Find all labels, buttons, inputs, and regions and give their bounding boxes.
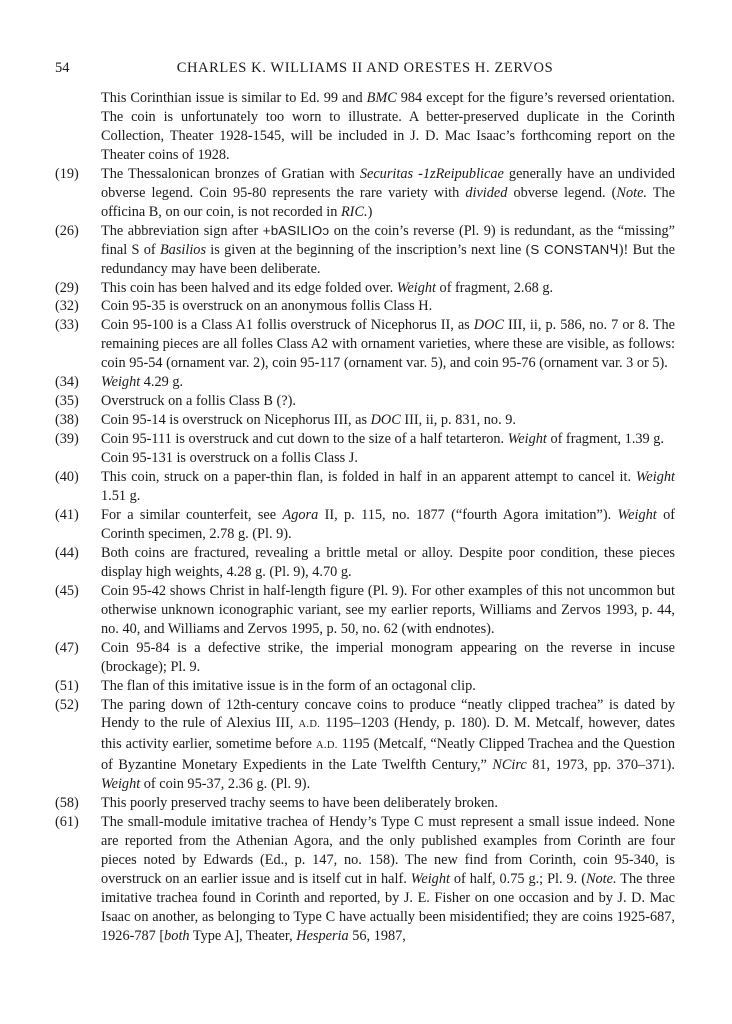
endnote-paragraph: [101, 677, 675, 696]
text-run: The Thessalonican bronzes of Gratian with: [101, 165, 360, 182]
text-run: 1.51 g.: [101, 488, 141, 505]
continuation-paragraph: [55, 89, 675, 165]
text-run: II, p. 115, no. 1877 (“fourth Agora imitation”).: [318, 506, 618, 523]
endnote-number: (44): [55, 544, 79, 561]
text-run: Coin 95-131 is overstruck on a follis Class J.: [101, 450, 358, 467]
endnote: [55, 373, 675, 392]
italic-text: DOC: [473, 317, 504, 334]
endnote: [55, 468, 675, 506]
endnote-text: [101, 696, 675, 795]
endnote: [55, 316, 675, 373]
text-run: of half, 0.75 g.; Pl. 9. (: [449, 871, 586, 888]
text-run: The small-module imitative trachea of Hendy’s Type C must represent a small issue indeed. None are reported from the Athenian Agora, and the only published examples from Corinth are four pieces noted by Edwards (Ed., p. 147, no. 158). The new find from Corinth, coin 95-340, is overstruck on an earlier issue and is itself cut in half.: [101, 814, 675, 888]
endnote-paragraph: [101, 316, 675, 373]
endnote-text: [101, 430, 675, 449]
endnote-number: (40): [55, 469, 79, 486]
endnote-number: (61): [55, 814, 79, 831]
text-run: III, ii, p. 831, no. 9.: [400, 412, 516, 429]
page-number: 54: [55, 60, 70, 76]
text-run: 81, 1973, pp. 370–371).: [526, 757, 675, 774]
text-run: Coin 95-14 is overstruck on Nicephorus III, as: [101, 412, 371, 429]
italic-text: Note.: [585, 871, 617, 888]
text-run: Coin 95-42 shows Christ in half-length figure (Pl. 9). For other examples of this not uncommon but otherwise unknown iconographic variant, see my earlier reports, Williams and Zervos 1993, p. 44, no. 40, and Williams and Zervos 1995, p. 50, no. 62 (with endnotes).: [101, 582, 675, 637]
inscription-text: S CONSTANꞍ: [530, 241, 619, 257]
text-run: 1195–1203 (Hendy, p. 180). D. M. Metcalf, however, dates this activity earlier, sometime before: [101, 715, 676, 753]
endnote-text: [101, 794, 675, 813]
endnote-number: (38): [55, 412, 79, 429]
endnotes-body: [55, 89, 675, 946]
endnote-paragraph: [101, 449, 675, 468]
endnote-paragraph: [101, 794, 675, 813]
italic-text: NCirc: [492, 757, 527, 774]
italic-text: Weight: [617, 506, 657, 523]
page-header: [55, 60, 675, 80]
endnote-paragraph: [101, 696, 675, 795]
endnote-number: (52): [55, 696, 79, 713]
endnote-number: (47): [55, 639, 79, 656]
endnote-number: (51): [55, 677, 79, 694]
endnote-number: (33): [55, 317, 79, 334]
text-run: on the coin’s reverse (Pl. 9) is redundant, as the “missing” final S of: [101, 222, 675, 258]
endnote: [55, 639, 675, 677]
text-run: Type A], Theater,: [189, 927, 297, 944]
endnote-text: [101, 316, 675, 373]
endnote-paragraph: [101, 430, 675, 449]
endnote: [55, 582, 675, 639]
endnote-text: [101, 165, 675, 222]
text-run: The flan of this imitative issue is in the form of an octagonal clip.: [101, 677, 476, 694]
text-run: Coin 95-84 is a defective strike, the imperial monogram appearing on the reverse in incuse (brockage); Pl. 9.: [101, 639, 675, 675]
text-run: The abbreviation sign after: [101, 222, 263, 239]
text-run: )! But the redundancy may have been deliberate.: [101, 241, 675, 277]
text-run: This coin has been halved and its edge folded over.: [101, 279, 397, 296]
italic-text: DOC: [370, 412, 401, 429]
endnote: [55, 279, 675, 298]
text-run: Coin 95-100 is a Class A1 follis overstruck of Nicephorus II, as: [101, 317, 474, 334]
endnote-text: [101, 544, 675, 582]
italic-text: Weight: [101, 374, 141, 391]
italic-text: Weight: [101, 776, 141, 793]
endnote-paragraph: [101, 373, 675, 392]
endnote-paragraph: [101, 813, 675, 946]
running-title: CHARLES K. WILLIAMS II AND ORESTES H. ZERVOS: [176, 60, 554, 76]
text-run: is given at the beginning of the inscription’s next line (: [206, 241, 531, 258]
italic-text: Hesperia: [296, 927, 349, 944]
text-run: 4.29 g.: [140, 374, 184, 391]
endnote-number: (35): [55, 393, 79, 410]
endnote-text: [101, 639, 675, 677]
italic-text: Weight: [635, 469, 675, 486]
endnote: [55, 392, 675, 411]
endnote: [55, 794, 675, 813]
endnote-text: [101, 411, 675, 430]
text-run: 1195 (Metcalf, “Neatly Clipped Trachea and the Question of Byzantine Monetary Expedients in the Late Twelfth Century,”: [101, 736, 676, 774]
text-run: The officina B, on our coin, is not recorded in: [101, 184, 675, 220]
endnote-text: [101, 279, 675, 298]
text-run: For a similar counterfeit, see: [101, 506, 283, 523]
endnote-paragraph: [101, 639, 675, 677]
italic-text: Basilios: [159, 241, 207, 258]
endnote-number: (29): [55, 279, 79, 296]
endnote-paragraph: [101, 582, 675, 639]
endnote-text: [101, 677, 675, 696]
inscription-text: +bASILIO: [262, 222, 323, 238]
endnote-number: (19): [55, 165, 79, 182]
text-run: ): [367, 203, 373, 220]
text-run: generally have an undivided obverse legend. Coin 95-80 represents the rare variety with: [101, 165, 675, 201]
text-run: This coin, struck on a paper-thin flan, is folded in half in an apparent attempt to cancel it.: [101, 469, 636, 486]
endnote-number: (26): [55, 222, 79, 239]
endnote-paragraph: [101, 297, 675, 316]
text-run: of Corinth specimen, 2.78 g. (Pl. 9).: [101, 506, 675, 542]
text-run: The paring down of 12th-century concave coins to produce “neatly clipped trachea” is dated by Hendy to the rule of Alexius III,: [101, 696, 675, 732]
endnote-text: [101, 506, 675, 544]
endnote: [55, 449, 675, 468]
text-run: Coin 95-35 is overstruck on an anonymous follis Class H.: [101, 298, 433, 315]
text-run: obverse legend. (: [507, 184, 617, 201]
italic-text: BMC: [366, 90, 397, 106]
italic-text: divided: [465, 184, 508, 201]
endnote: [55, 813, 675, 946]
italic-text: both: [164, 927, 190, 944]
endnote-text: [101, 373, 675, 392]
text-run: of fragment, 1.39 g.: [546, 431, 665, 448]
text-run: Overstruck on a follis Class B (?).: [101, 393, 296, 410]
endnote: [55, 165, 675, 222]
endnote-number: (34): [55, 374, 79, 391]
italic-text: Weight: [507, 431, 547, 448]
italic-text: Securitas -1zReipublicae: [359, 165, 504, 182]
inscription-text: ͻ: [322, 222, 330, 238]
endnote-number: (39): [55, 431, 79, 448]
text-run: This poorly preserved trachy seems to have been deliberately broken.: [101, 795, 498, 812]
endnote-paragraph: [101, 411, 675, 430]
endnote-text: [101, 468, 675, 506]
endnote: [55, 222, 675, 279]
endnote: [55, 430, 675, 449]
text-run: of fragment, 2.68 g.: [435, 279, 554, 296]
small-caps-text: A.D.: [316, 740, 338, 752]
text-run: 984 except for the figure’s reversed orientation. The coin is unfortunately too worn to illustrate. A better-preserved duplicate in the Corinth Collection, Theater 1928-1545, will be included in J. D. Mac Isaac’s forthcoming report on the Theater coins of 1928.: [101, 90, 676, 163]
small-caps-text: A.D.: [298, 719, 321, 731]
endnote-paragraph: [101, 392, 675, 411]
endnote-paragraph: [101, 506, 675, 544]
endnote-text: [101, 582, 675, 639]
endnote-number: [55, 449, 101, 468]
italic-text: Weight: [396, 279, 436, 296]
endnote-number: (45): [55, 582, 79, 599]
continuation-text: [101, 89, 675, 165]
endnote-number: (32): [55, 298, 79, 315]
endnote: [55, 297, 675, 316]
endnote-text: [101, 222, 675, 279]
text-run: Both coins are fractured, revealing a brittle metal or alloy. Despite poor condition, these pieces display high weights, 4.28 g. (Pl. 9), 4.70 g.: [101, 544, 675, 580]
text-run: Coin 95-111 is overstruck and cut down to the size of a half tetarteron.: [101, 431, 508, 448]
endnote-number: (58): [55, 795, 79, 812]
endnote-paragraph: [101, 468, 675, 506]
text-run: This Corinthian issue is similar to Ed. 99 and: [101, 90, 367, 106]
italic-text: Weight: [410, 871, 450, 888]
endnote-text: [101, 297, 675, 316]
italic-text: Agora: [282, 506, 319, 523]
endnote: [55, 411, 675, 430]
endnote-text: [101, 392, 675, 411]
endnote-text: [101, 813, 675, 946]
endnote-paragraph: [101, 279, 675, 298]
endnote-text: [101, 449, 675, 468]
endnote-list: [55, 165, 675, 946]
endnote-number: (41): [55, 506, 79, 523]
endnote: [55, 696, 675, 795]
endnote-paragraph: [101, 544, 675, 582]
endnote: [55, 677, 675, 696]
text-run: of coin 95-37, 2.36 g. (Pl. 9).: [140, 776, 311, 793]
text-run: The three imitative trachea found in Corinth and reported, by J. E. Fisher on one occasion and by J. D. Mac Isaac on another, as belonging to Type C have actually been misidentified; they are coins 1925-687, 1926-787 [: [101, 871, 675, 944]
endnote-paragraph: [101, 222, 675, 279]
italic-text: RIC.: [340, 203, 368, 220]
italic-text: Note.: [616, 184, 647, 201]
text-run: III, ii, p. 586, no. 7 or 8. The remaining pieces are all folles Class A2 with ornament varieties, where these are visible, as follows: coin 95-54 (ornament var. 2), coin 95-117 (ornament var. 5), and coin 95-76 (ornament var. 3 or 5).: [101, 317, 676, 372]
endnote-paragraph: [101, 165, 675, 222]
text-run: 56, 1987,: [348, 927, 406, 944]
endnote: [55, 544, 675, 582]
endnote: [55, 506, 675, 544]
